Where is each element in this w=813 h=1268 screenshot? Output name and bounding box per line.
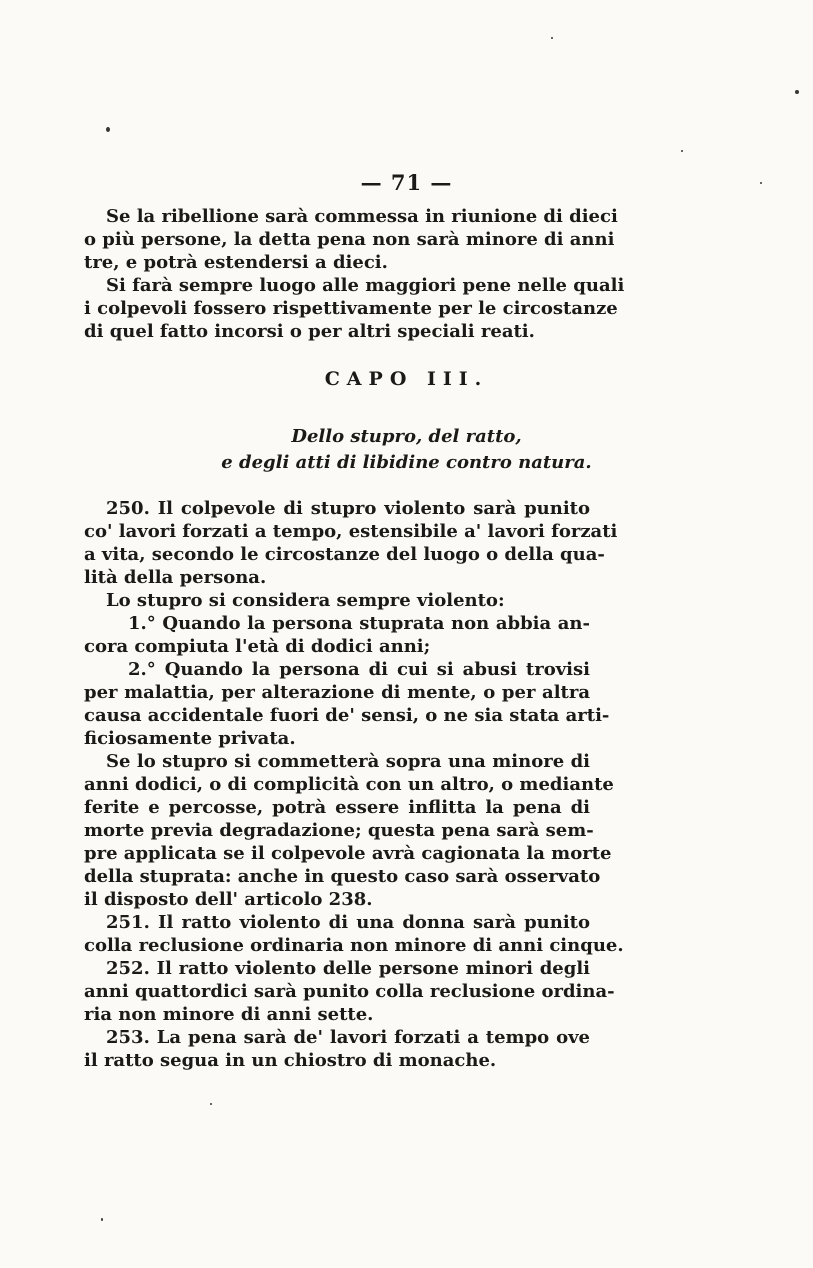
text-line: il ratto segua in un chiostro di monache.: [84, 1050, 497, 1071]
articles-block: [84, 497, 624, 1072]
chapter-title-line-2: e degli atti di libidine contro natura.: [221, 452, 592, 473]
text-line: a vita, secondo le circostanze del luogo o della qua-: [84, 544, 605, 565]
text-line: morte previa degradazione; questa pena sarà sem-: [84, 820, 594, 841]
text-line: colla reclusione ordinaria non minore di anni cinque.: [84, 935, 624, 956]
text-line: causa accidentale fuori de' sensi, o ne sia stata arti-: [84, 705, 610, 726]
text-line: Si farà sempre luogo alle maggiori pene nelle quali: [106, 275, 625, 296]
article-253-line: 253. La pena sarà de' lavori forzati a tempo ove: [106, 1027, 590, 1048]
scan-speck: [760, 182, 762, 184]
text-line: 2.° Quando la persona di cui si abusi trovisi: [128, 659, 590, 680]
scan-speck: [101, 1218, 103, 1221]
text-line: ferite e percosse, potrà essere inflitta la pena di: [84, 797, 590, 818]
text-line: per malattia, per alterazione di mente, o per altra: [84, 682, 590, 703]
article-251-line: 251. Il ratto violento di una donna sarà punito: [106, 912, 590, 933]
scan-speck: [551, 37, 553, 39]
text-line: il disposto dell' articolo 238.: [84, 889, 373, 910]
text-line: ficiosamente privata.: [84, 728, 296, 749]
paragraph-rebellion: [84, 205, 625, 343]
page-number: — 71 —: [360, 170, 453, 195]
text-line: Lo stupro si considera sempre violento:: [106, 590, 505, 611]
scan-speck: [795, 90, 799, 94]
text-line: della stuprata: anche in questo caso sarà osservato: [84, 866, 601, 887]
text-line: di quel fatto incorsi o per altri speciali reati.: [84, 321, 535, 342]
chapter-title-line-1: Dello stupro, del ratto,: [291, 426, 522, 447]
chapter-heading: CAPO III.: [324, 368, 489, 390]
article-252-line: 252. Il ratto violento delle persone minori degli: [106, 958, 590, 979]
text-line: Se la ribellione sarà commessa in riunione di dieci: [106, 206, 618, 227]
text-line: lità della persona.: [84, 567, 267, 588]
text-line: anni dodici, o di complicità con un altro, o mediante: [84, 774, 614, 795]
scan-speck: [210, 1103, 212, 1105]
text-line: anni quattordici sarà punito colla reclusione ordina-: [84, 981, 615, 1002]
text-line: 1.° Quando la persona stuprata non abbia an-: [128, 613, 590, 634]
text-line: o più persone, la detta pena non sarà minore di anni: [84, 229, 615, 250]
article-250-line: 250. Il colpevole di stupro violento sarà punito: [106, 498, 590, 519]
scan-speck: [681, 150, 683, 152]
text-line: tre, e potrà estendersi a dieci.: [84, 252, 388, 273]
scan-speck: [106, 127, 110, 132]
text-line: pre applicata se il colpevole avrà cagionata la morte: [84, 843, 612, 864]
text-line: cora compiuta l'età di dodici anni;: [84, 636, 431, 657]
text-line: ria non minore di anni sette.: [84, 1004, 374, 1025]
text-line: Se lo stupro si commetterà sopra una minore di: [106, 751, 590, 772]
text-line: co' lavori forzati a tempo, estensibile a' lavori forzati: [84, 521, 618, 542]
text-line: i colpevoli fossero rispettivamente per le circostanze: [84, 298, 618, 319]
